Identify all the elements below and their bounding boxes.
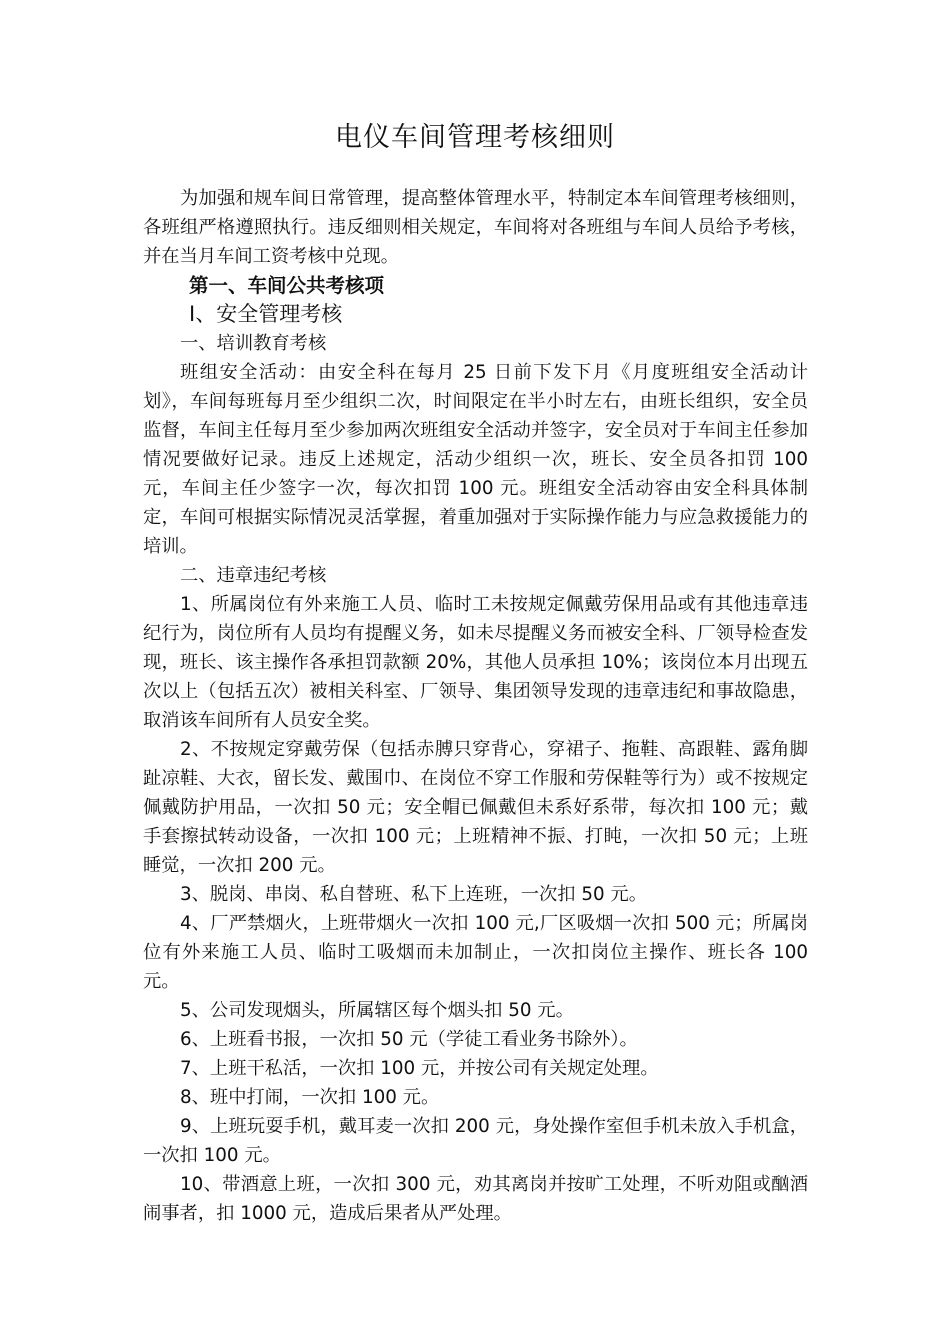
- list-item: 1、所属岗位有外来施工人员、临时工未按规定佩戴劳保用品或有其他违章违纪行为，岗位所有人员均有提醒义务，如未尽提醒义务而被安全科、厂领导检查发现，班长、该主操作各承担罚款额 20%，其他人员承担 10%；该岗位本月出现五次以上（包括五次）被相关科室、厂领导、集团领导发现的违章违纪和事故隐患，取消该车间所有人员安全奖。: [143, 594, 808, 731]
- subsection-heading: Ⅰ、安全管理考核: [189, 302, 343, 326]
- list-item: 4、厂严禁烟火，上班带烟火一次扣 100 元,厂区吸烟一次扣 500 元；所属岗位有外来施工人员、临时工吸烟而未加制止，一次扣岗位主操作、班长各 100 元。: [143, 913, 808, 992]
- list-item: 5、公司发现烟头，所属辖区每个烟头扣 50 元。: [180, 1000, 574, 1021]
- list-item: 7、上班干私活，一次扣 100 元，并按公司有关规定处理。: [180, 1058, 659, 1079]
- list-item: 6、上班看书报，一次扣 50 元（学徒工看业务书除外）。: [180, 1029, 638, 1050]
- document-body: [143, 184, 808, 1228]
- list-item: 3、脱岗、串岗、私自替班、私下上连班，一次扣 50 元。: [180, 884, 647, 905]
- intro-paragraph: 为加强和规车间日常管理，提高整体管理水平，特制定本车间管理考核细则，各班组严格遵照执行。违反细则相关规定，车间将对各班组与车间人员给予考核，并在当月车间工资考核中兑现。: [143, 188, 808, 267]
- training-paragraph: 班组安全活动：由安全科在每月 25 日前下发下月《月度班组安全活动计划》，车间每班每月至少组织二次，时间限定在半小时左右，由班长组织，安全员监督，车间主任每月至少参加两次班组安全活动并签字，安全员对于车间主任参加情况要做好记录。违反上述规定，活动少组织一次，班长、安全员各扣罚 100 元，车间主任少签字一次，每次扣罚 100 元。班组安全活动容由安全科具体制定，车间可根据实际情况灵活掌握，着重加强对于实际操作能力与应急救援能力的培训。: [143, 362, 808, 557]
- list-item: 9、上班玩耍手机，戴耳麦一次扣 200 元，身处操作室但手机未放入手机盒，一次扣 100 元。: [143, 1116, 808, 1166]
- part-heading-training: 一、培训教育考核: [180, 333, 327, 354]
- list-item: 10、带酒意上班，一次扣 300 元，劝其离岗并按旷工处理，不听劝阻或酗酒闹事者，扣 1000 元，造成后果者从严处理。: [143, 1174, 808, 1224]
- part-heading-violations: 二、违章违纪考核: [180, 565, 327, 586]
- list-item: 2、不按规定穿戴劳保（包括赤膊只穿背心，穿裙子、拖鞋、高跟鞋、露角脚趾凉鞋、大衣，留长发、戴围巾、在岗位不穿工作服和劳保鞋等行为）或不按规定佩戴防护用品，一次扣 50 元；安全帽已佩戴但未系好系带，每次扣 100 元；戴手套擦拭转动设备，一次扣 100 元；上班精神不振、打盹，一次扣 50 元；上班睡觉，一次扣 200 元。: [143, 739, 808, 876]
- section-heading: 第一、车间公共考核项: [189, 274, 385, 297]
- list-item: 8、班中打闹，一次扣 100 元。: [180, 1087, 440, 1108]
- document-title: 电仪车间管理考核细则: [335, 122, 615, 153]
